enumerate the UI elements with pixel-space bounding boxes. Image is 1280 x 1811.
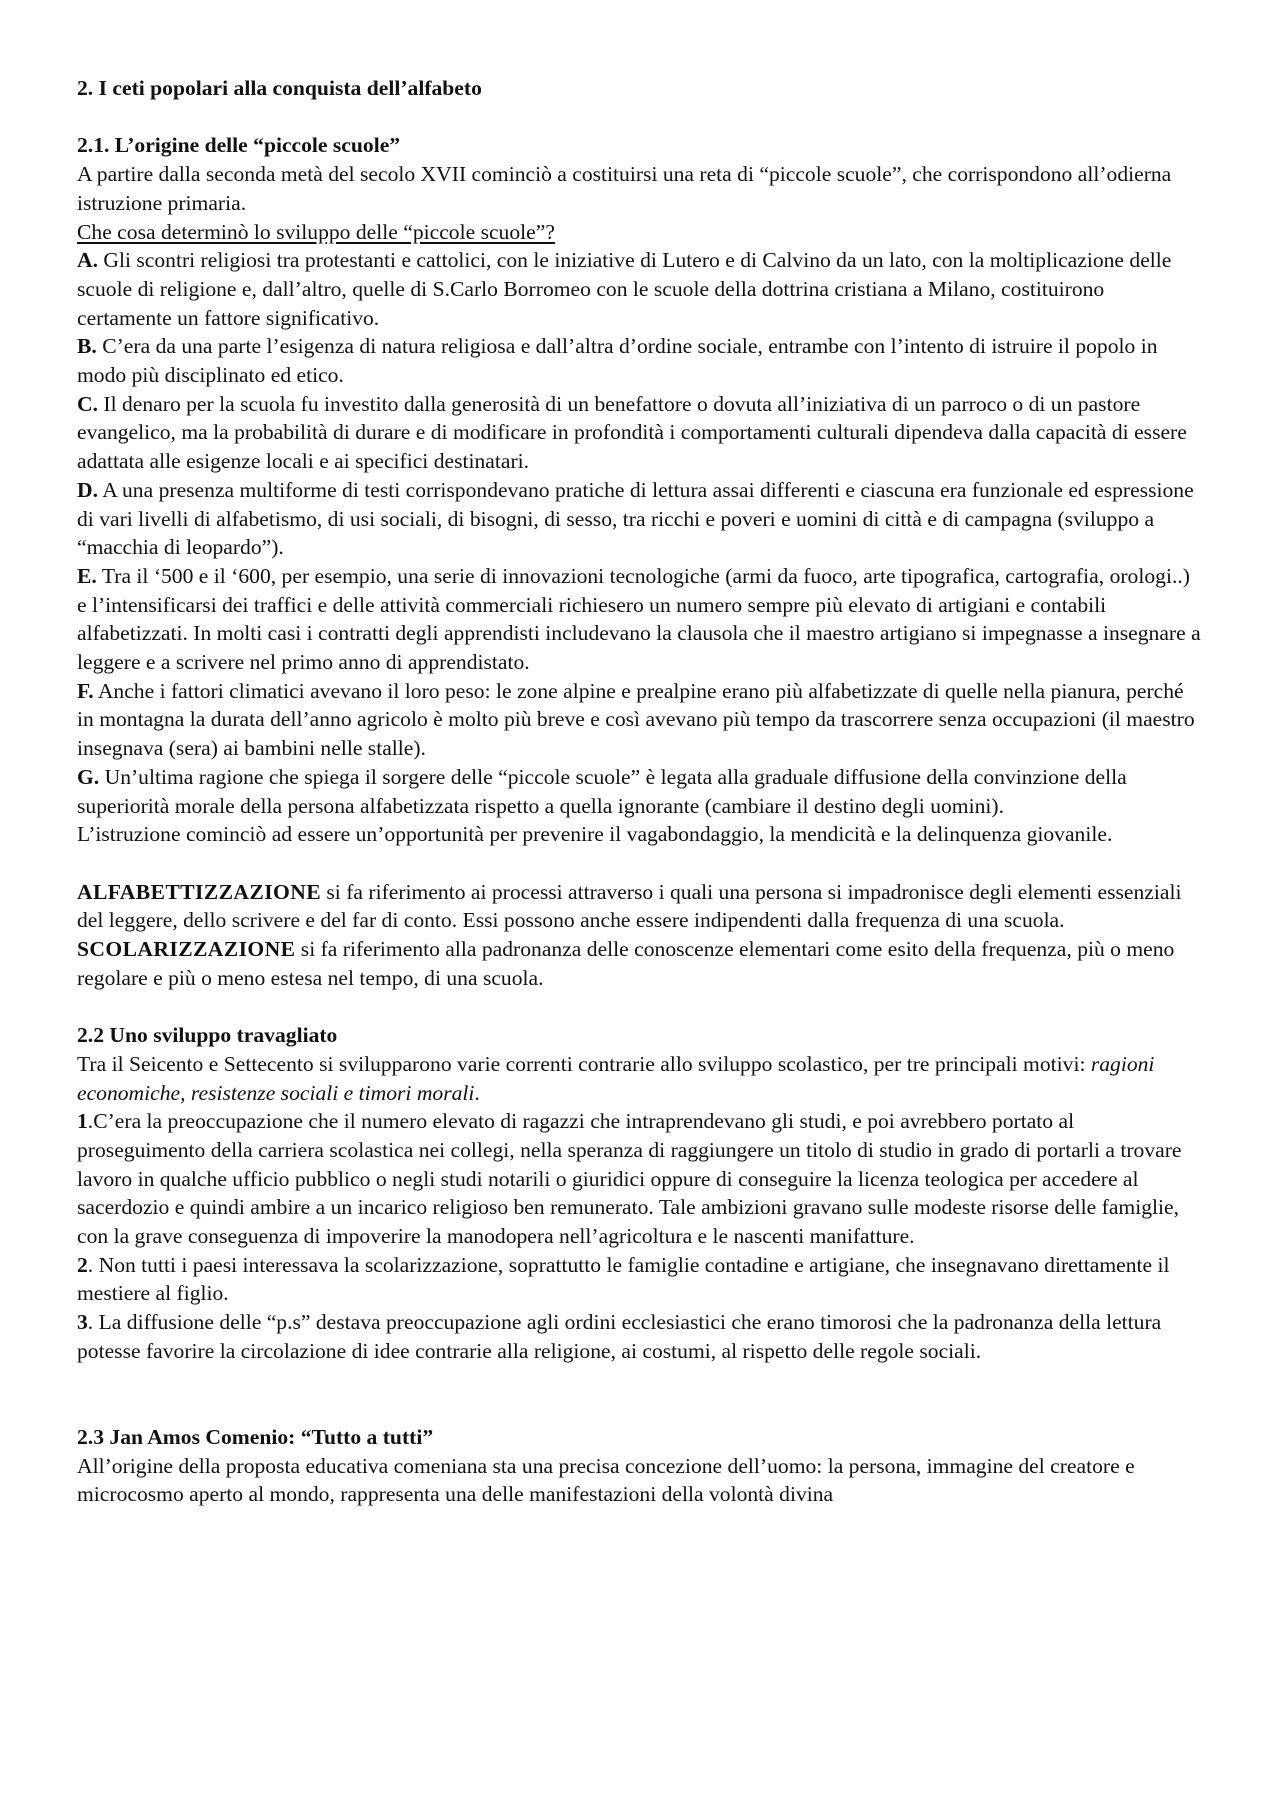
intro-end: . — [474, 1080, 480, 1105]
point-e — [77, 562, 1204, 677]
definition-scolarizzazione — [77, 935, 1204, 992]
section-2-1-question — [77, 218, 1204, 247]
intro-text: Tra il Seicento e Settecento si svilupparono varie correnti contrarie allo sviluppo scolastico, per tre principali motivi: — [77, 1051, 1091, 1076]
point-label: A. — [77, 248, 98, 273]
section-2-1-heading: 2.1. L’origine delle “piccole scuole” — [77, 133, 401, 158]
question-text: Che cosa determinò lo sviluppo delle “piccole scuole”? — [77, 219, 555, 244]
section-2-2-heading: 2.2 Uno sviluppo travagliato — [77, 1023, 338, 1048]
point-c — [77, 390, 1204, 476]
point-b — [77, 332, 1204, 389]
point-text: Anche i fattori climatici avevano il loro peso: le zone alpine e prealpine erano più alfabetizzate di quelle nella pianura, perché in montagna la durata dell’anno agricolo è molto più breve e così avevano più tempo da trascorrere senza occupazioni (il maestro insegnava (sera) ai bambini nelle stalle). — [77, 678, 1195, 761]
motive-text: . La diffusione delle “p.s” destava preoccupazione agli ordini ecclesiastici che erano timorosi che la padronanza della lettura potesse favorire la circolazione di idee contrarie alla religione, ai costumi, al rispetto delle regole sociali. — [77, 1310, 1162, 1363]
point-g — [77, 763, 1204, 820]
point-text: A una presenza multiforme di testi corrispondevano pratiche di lettura assai differenti e ciascuna era funzionale ed espressione di vari livelli di alfabetismo, di usi sociali, di bisogni, di sesso, tra ricchi e poveri e uomini di città e di campagna (sviluppo a “macchia di leopardo”). — [77, 477, 1194, 560]
point-label: G. — [77, 764, 100, 789]
document-title: 2. I ceti popolari alla conquista dell’alfabeto — [77, 76, 482, 100]
point-text: C’era da una parte l’esigenza di natura religiosa e dall’altra d’ordine sociale, entrambe con l’intento di istruire il popolo in modo più disciplinato ed etico. — [77, 334, 1158, 388]
point-label: C. — [77, 391, 98, 416]
motive-label: 1 — [77, 1109, 88, 1134]
definition-text: si fa riferimento alla padronanza delle conoscenze elementari come esito della frequenza, più o meno regolare e più o meno estesa nel tempo, di una scuola. — [77, 937, 1175, 990]
section-2-3-text: All’origine della proposta educativa comeniana sta una precisa concezione dell’uomo: la persona, immagine del creatore e microcosmo aperto al mondo, rappresenta una delle manifestazioni della volontà divina — [77, 1453, 1135, 1507]
point-label: F. — [77, 678, 94, 703]
motive-text: .C’era la preoccupazione che il numero elevato di ragazzi che intraprendevano gli studi, e poi avrebbero portato al proseguimento della carriera scolastica nei collegi, nella speranza di raggiungere un titolo di studio in grado di portarli a trovare lavoro in qualche ufficio pubblico o negli studi notarili o giuridici oppure di conseguire la licenza teologica per accedere al sacerdozio e quindi ambire a un incarico religioso ben remunerato. Tale ambizioni gravano sulle modeste risorse delle famiglie, con la grave conseguenza di impoverire la manodopera nell’agricoltura e le nascenti manifatture. — [77, 1109, 1182, 1249]
motive-2 — [77, 1251, 1204, 1308]
section-2-1-closing: L’istruzione cominciò ad essere un’opportunità per prevenire il vagabondaggio, la mendicità e la delinquenza giovanile. — [77, 822, 1113, 847]
motive-1 — [77, 1107, 1204, 1251]
point-f — [77, 677, 1204, 763]
definition-alfabetizzazione — [77, 878, 1204, 935]
point-text: Il denaro per la scuola fu investito dalla generosità di un benefattore o dovuta all’iniziativa di un parroco o di un pastore evangelico, ma la probabilità di durare e di modificare in profondità i comportamenti culturali dipendeva dalla capacità di essere adattata alle esigenze locali e ai specifici destinatari. — [77, 391, 1187, 474]
motive-label: 2 — [77, 1252, 88, 1277]
point-d — [77, 476, 1204, 562]
section-2-3-heading: 2.3 Jan Amos Comenio: “Tutto a tutti” — [77, 1424, 434, 1449]
point-text: Un’ultima ragione che spiega il sorgere delle “piccole scuole” è legata alla graduale diffusione della convinzione della superiorità morale della persona alfabetizzata rispetto a quella ignorante (cambiare il destino degli uomini). — [77, 764, 1127, 818]
motive-text: . Non tutti i paesi interessava la scolarizzazione, soprattutto le famiglie contadine e artigiane, che insegnavano direttamente il mestiere al figlio. — [77, 1252, 1170, 1306]
section-2-1-intro: A partire dalla seconda metà del secolo XVII cominciò a costituirsi una reta di “piccole scuole”, che corrispondono all’odierna istruzione primaria. — [77, 162, 1172, 215]
motive-label: 3 — [77, 1310, 88, 1335]
definition-text: si fa riferimento ai processi attraverso i quali una persona si impadronisce degli elementi essenziali del leggere, dello scrivere e del far di conto. Essi possono anche essere indipendenti dalla frequenza di una scuola. — [77, 879, 1182, 933]
point-label: E. — [77, 563, 97, 588]
section-2-2-intro — [77, 1050, 1204, 1107]
point-label: B. — [77, 334, 97, 359]
point-text: Tra il ‘500 e il ‘600, per esempio, una serie di innovazioni tecnologiche (armi da fuoco, arte tipografica, cartografia, orologi..) e l’intensificarsi dei traffici e delle attività commerciali richiesero un numero sempre più elevato di artigiani e contabili alfabetizzati. In molti casi i contratti degli apprendisti includevano la clausola che il maestro artigiano si impegnasse a insegnare a leggere e a scrivere nel primo anno di apprendistato. — [77, 563, 1201, 675]
definition-term: SCOLARIZZAZIONE — [77, 937, 296, 962]
intro-italic-text: ragioni economiche, resistenze sociali e timori morali — [77, 1051, 1155, 1105]
definition-term: ALFABETTIZZAZIONE — [77, 879, 321, 904]
point-label: D. — [77, 477, 98, 502]
point-text: Gli scontri religiosi tra protestanti e cattolici, con le iniziative di Lutero e di Calvino da un lato, con la moltiplicazione delle scuole di religione e, dall’altro, quelle di S.Carlo Borromeo con le scuole della dottrina cristiana a Milano, costituirono certamente un fattore significativo. — [77, 248, 1172, 330]
point-a — [77, 246, 1204, 332]
motive-3 — [77, 1308, 1204, 1365]
